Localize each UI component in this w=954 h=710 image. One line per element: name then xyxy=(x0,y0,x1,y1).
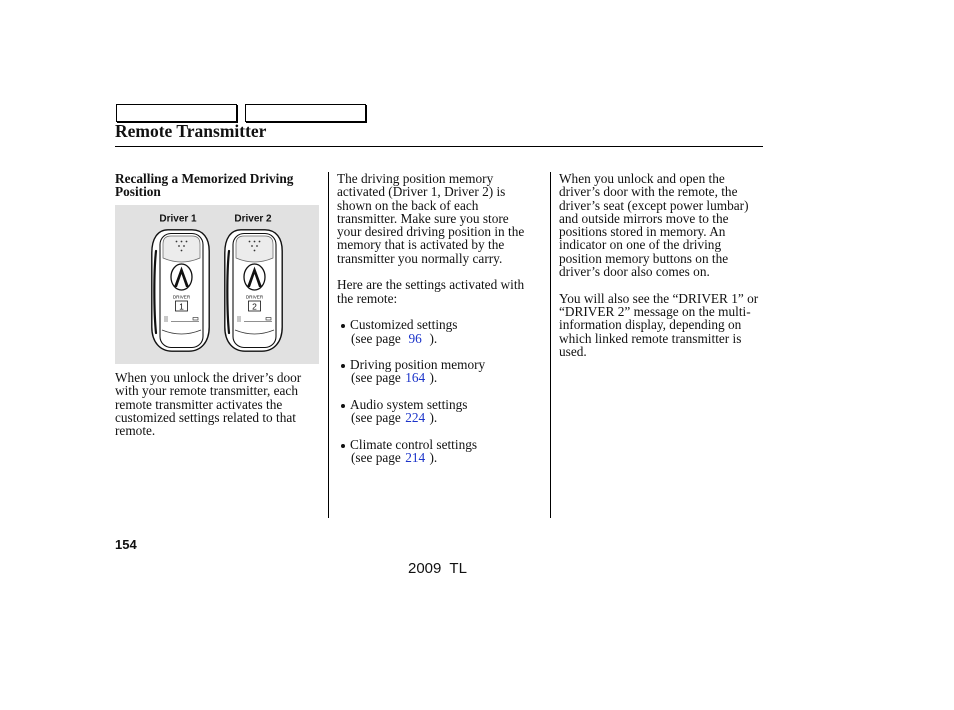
bullet-icon xyxy=(341,404,345,408)
key-fob-drawing xyxy=(115,205,319,364)
text-line: transmitter you normally carry. xyxy=(337,250,503,266)
heading-line: Position xyxy=(115,184,161,200)
settings-list-item xyxy=(337,398,542,425)
setting-label: Audio system settings xyxy=(350,397,468,413)
key-fob-driver-1 xyxy=(152,230,209,351)
setting-line xyxy=(337,398,542,411)
page-link[interactable]: 214 xyxy=(405,450,426,466)
page-reference-prefix: (see page xyxy=(351,370,401,386)
text-line: customized settings related to that xyxy=(115,409,296,425)
text-line: the remote: xyxy=(337,290,398,306)
button-dot xyxy=(251,245,253,247)
page-number: 154 xyxy=(115,537,137,552)
text-line: The driving position memory xyxy=(337,171,494,186)
settings-list-item xyxy=(337,438,542,465)
settings-list-item xyxy=(337,358,542,385)
title-rule xyxy=(115,146,763,147)
text-line: with your remote transmitter, each xyxy=(115,383,298,399)
key-fob-driver-2 xyxy=(225,230,282,351)
page-reference-prefix: (see page xyxy=(351,330,401,346)
text-line: Here are the settings activated with xyxy=(337,277,525,293)
text-line: used. xyxy=(559,343,587,359)
text-line: remote. xyxy=(115,423,156,439)
text-line: remote transmitter activates the xyxy=(115,396,283,412)
button-dot xyxy=(186,241,188,243)
footer-model: 2009 TL xyxy=(408,560,467,577)
button-dot xyxy=(178,245,180,247)
text-line: driver’s door also comes on. xyxy=(559,264,710,280)
bullet-icon xyxy=(341,324,345,328)
page-reference-prefix: (see page xyxy=(351,450,401,466)
button-dot xyxy=(254,250,256,252)
fob-top-button xyxy=(236,236,273,262)
text-line: driver’s door with the remote, the xyxy=(559,184,738,200)
text-line: shown on the back of each xyxy=(337,197,479,213)
heading-line: Recalling a Memorized Driving xyxy=(115,171,294,186)
text-line: You will also see the “DRIVER 1” or xyxy=(559,290,759,306)
page-reference xyxy=(337,411,542,424)
paragraph-position-memory xyxy=(337,172,542,265)
text-line: position memory buttons on the xyxy=(559,250,729,266)
text-line: and outside mirrors move to the xyxy=(559,210,729,226)
text-line: memory that is activated by the xyxy=(337,237,505,253)
setting-line xyxy=(337,358,542,371)
page-link[interactable]: 96 xyxy=(408,330,422,346)
paragraph-customized-settings xyxy=(115,371,320,437)
figure-label-driver-1: Driver 1 xyxy=(159,213,197,225)
setting-line xyxy=(337,318,542,331)
setting-line xyxy=(337,438,542,451)
text-line: indicator on one of the driving xyxy=(559,237,722,253)
page-reference xyxy=(337,451,542,464)
paragraph-display-message xyxy=(559,292,759,358)
nav-button-left[interactable] xyxy=(116,104,237,122)
page-reference xyxy=(337,332,542,345)
button-dot xyxy=(183,245,185,247)
column-divider xyxy=(550,172,551,518)
column-right xyxy=(559,172,759,358)
page-reference-suffix: ). xyxy=(429,450,438,466)
bullet-icon xyxy=(341,364,345,368)
text-line: activated (Driver 1, Driver 2) is xyxy=(337,184,506,200)
button-dot xyxy=(181,241,183,243)
column-middle xyxy=(337,172,542,465)
subsection-heading xyxy=(115,172,320,199)
text-line: your desired driving position in the xyxy=(337,224,525,240)
text-line: When you unlock the driver’s door xyxy=(115,370,302,385)
setting-label: Driving position memory xyxy=(350,357,486,373)
nav-button-right[interactable] xyxy=(245,104,366,122)
button-dot xyxy=(254,241,256,243)
text-line: information display, depending on xyxy=(559,317,742,333)
settings-list-item xyxy=(337,318,542,345)
setting-label: Climate control settings xyxy=(350,436,478,452)
page-link[interactable]: 224 xyxy=(405,410,426,426)
page-reference-prefix: (see page xyxy=(351,410,401,426)
text-line: which linked remote transmitter is xyxy=(559,330,742,346)
fob-number: 2 xyxy=(252,301,257,312)
fob-memory-label: DRIVER xyxy=(245,294,264,300)
page-reference xyxy=(337,371,542,384)
fob-top-button xyxy=(163,236,200,262)
page-reference-suffix: ). xyxy=(429,330,438,346)
button-dot xyxy=(181,250,183,252)
button-dot xyxy=(176,241,178,243)
button-dot xyxy=(259,241,261,243)
paragraph-settings-intro xyxy=(337,278,542,305)
section-title: Remote Transmitter xyxy=(115,121,267,141)
text-line: When you unlock and open the xyxy=(559,171,725,186)
key-fob-illustration xyxy=(115,205,319,364)
text-line: positions stored in memory. An xyxy=(559,224,726,240)
button-dot xyxy=(256,245,258,247)
setting-label: Customized settings xyxy=(350,317,458,333)
column-divider xyxy=(328,172,329,518)
figure-label-driver-2: Driver 2 xyxy=(234,213,272,225)
fob-number: 1 xyxy=(179,301,184,312)
page-link[interactable]: 164 xyxy=(405,370,426,386)
text-line: “DRIVER 2” message on the multi- xyxy=(559,303,751,319)
fob-memory-label: DRIVER xyxy=(172,294,191,300)
bullet-icon xyxy=(341,444,345,448)
page-reference-suffix: ). xyxy=(429,410,438,426)
paragraph-seat-mirror-movement xyxy=(559,172,759,278)
button-dot xyxy=(249,241,251,243)
text-line: driver’s seat (except power lumbar) xyxy=(559,197,749,213)
page-reference-suffix: ). xyxy=(429,370,438,386)
text-line: transmitter. Make sure you store xyxy=(337,210,509,226)
